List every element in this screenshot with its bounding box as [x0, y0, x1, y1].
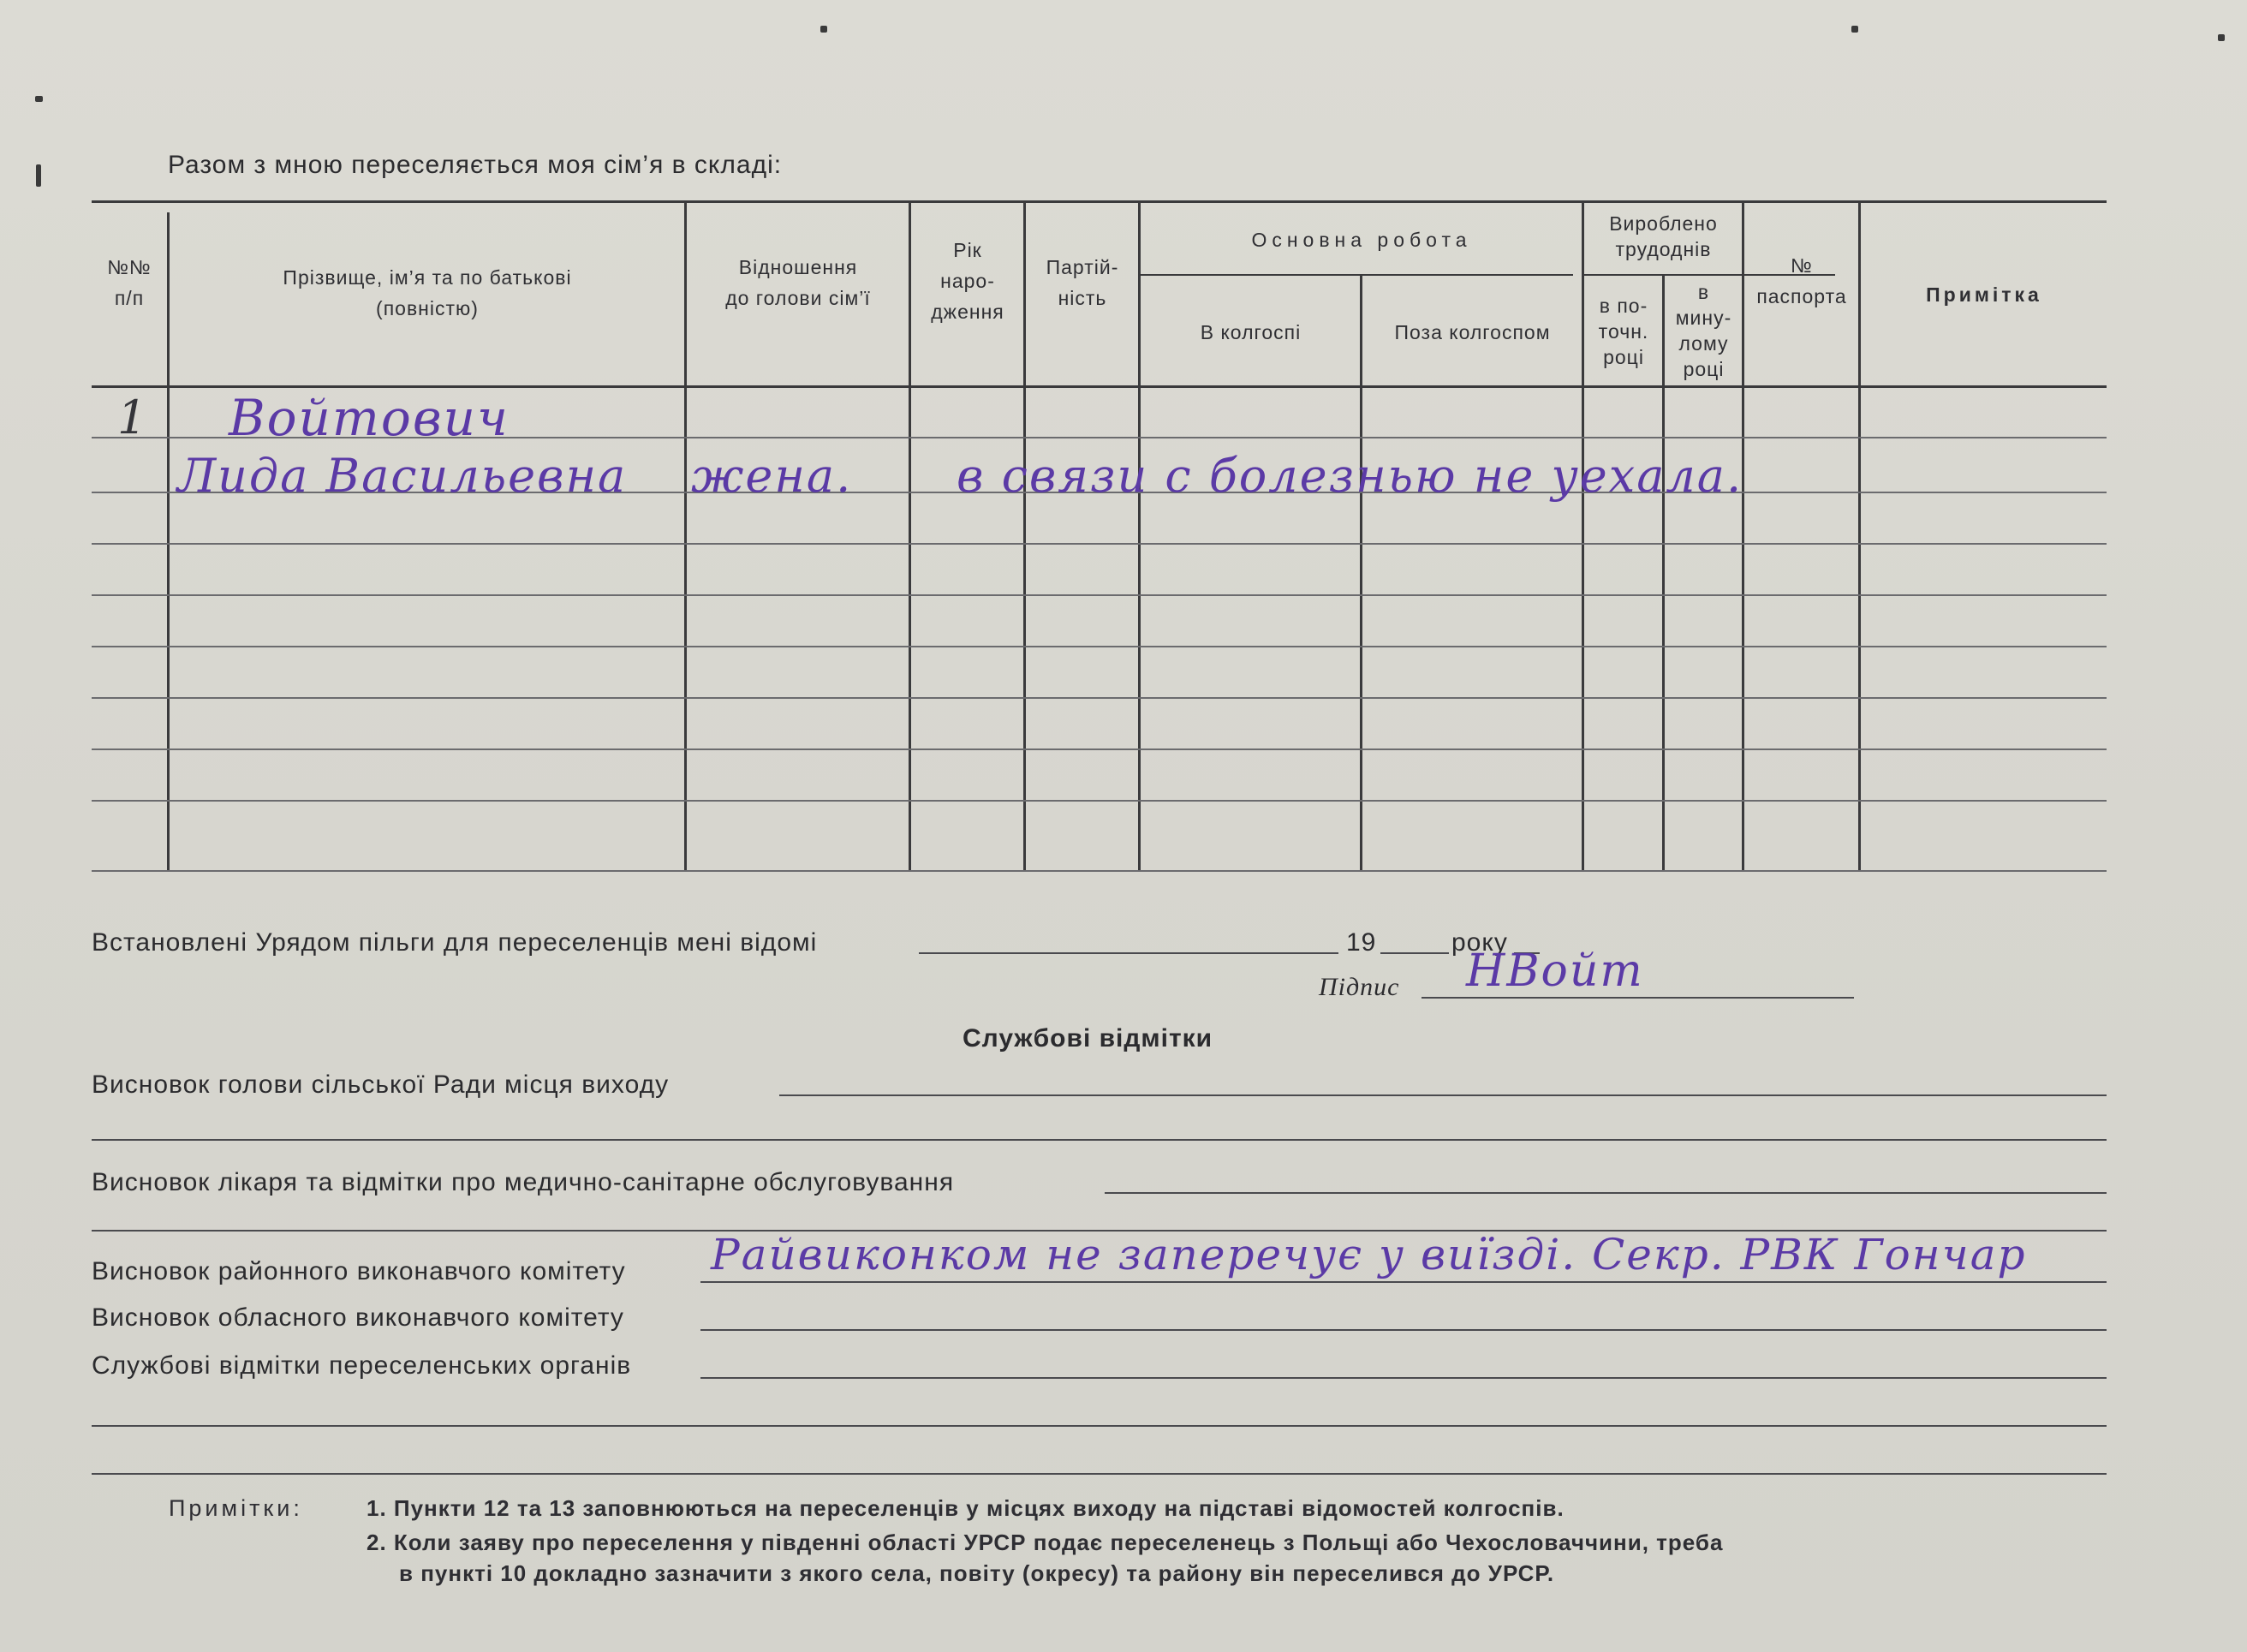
- header-current-year: в по- точн. році: [1598, 295, 1649, 368]
- punch-hole: [35, 96, 43, 102]
- header-in-kolhosp: В колгоспі: [1200, 321, 1302, 343]
- year-prefix: 19: [1346, 928, 1377, 957]
- punch-hole: [36, 164, 41, 187]
- note-1: 1. Пункти 12 та 13 заповнюються на переселенців у місцях виходу на підставі відомостей колгоспів.: [367, 1495, 1565, 1521]
- family-table: [92, 200, 2107, 875]
- row-number: 1: [117, 391, 149, 444]
- district-conclusion: Райвиконком не заперечує у виїзді. Секр. РВК Гончар: [711, 1230, 2027, 1279]
- header-party: Партій- ність: [1046, 256, 1119, 309]
- signature: НВойт: [1466, 945, 1644, 997]
- row-relation: жена.: [691, 449, 853, 503]
- year-suffix: року: [1451, 928, 1508, 957]
- resettlement-label: Службові відмітки переселенських органів: [92, 1351, 632, 1380]
- punch-hole: [820, 26, 827, 33]
- header-number: №№ п/п: [107, 256, 152, 309]
- header-last-year: в мину- лому році: [1675, 281, 1732, 380]
- header-relation: Відношення до голови сім’ї: [725, 256, 871, 309]
- header-full-name: Прізвище, ім’я та по батькові (повністю): [283, 266, 572, 319]
- header-main-work: Основна робота: [1251, 229, 1472, 251]
- service-title: Службові відмітки: [963, 1024, 1213, 1053]
- header-note: Примітка: [1926, 283, 2042, 306]
- note-2a: 2. Коли заяву про переселення у південні області УРСР подає переселенець з Польщі або Чехословаччини, треба: [367, 1530, 1724, 1555]
- punch-hole: [1851, 26, 1858, 33]
- punch-hole: [2218, 34, 2225, 41]
- district-label: Висновок районного виконавчого комітету: [92, 1257, 626, 1285]
- notes-label: Примітки:: [169, 1495, 303, 1521]
- village-council-label: Висновок голови сільської Ради місця виходу: [92, 1071, 670, 1099]
- family-intro: Разом з мною переселяється моя сім’я в складі:: [168, 151, 783, 179]
- header-workdays: Вироблено трудоднів: [1609, 212, 1718, 260]
- benefits-label: Встановлені Урядом пільги для переселенців мені відомі: [92, 928, 818, 957]
- oblast-label: Висновок обласного виконавчого комітету: [92, 1303, 624, 1332]
- row-remark: в связи с болезнью не уехала.: [957, 449, 1743, 503]
- header-out-kolhosp: Поза колгоспом: [1394, 321, 1551, 343]
- doctor-label: Висновок лікаря та відмітки про медично-санітарне обслуговування: [92, 1168, 955, 1196]
- note-2b: в пункті 10 докладно зазначити з якого села, повіту (окресу) та району він переселився до УРСР.: [399, 1560, 1555, 1586]
- row-given-name: Лида Васильевна: [177, 449, 628, 503]
- row-surname: Войтович: [229, 389, 510, 447]
- signature-label: Підпис: [1319, 973, 1400, 1001]
- header-passport: № паспорта: [1756, 254, 1847, 307]
- header-birth-year: Рік наро- дження: [931, 239, 1004, 323]
